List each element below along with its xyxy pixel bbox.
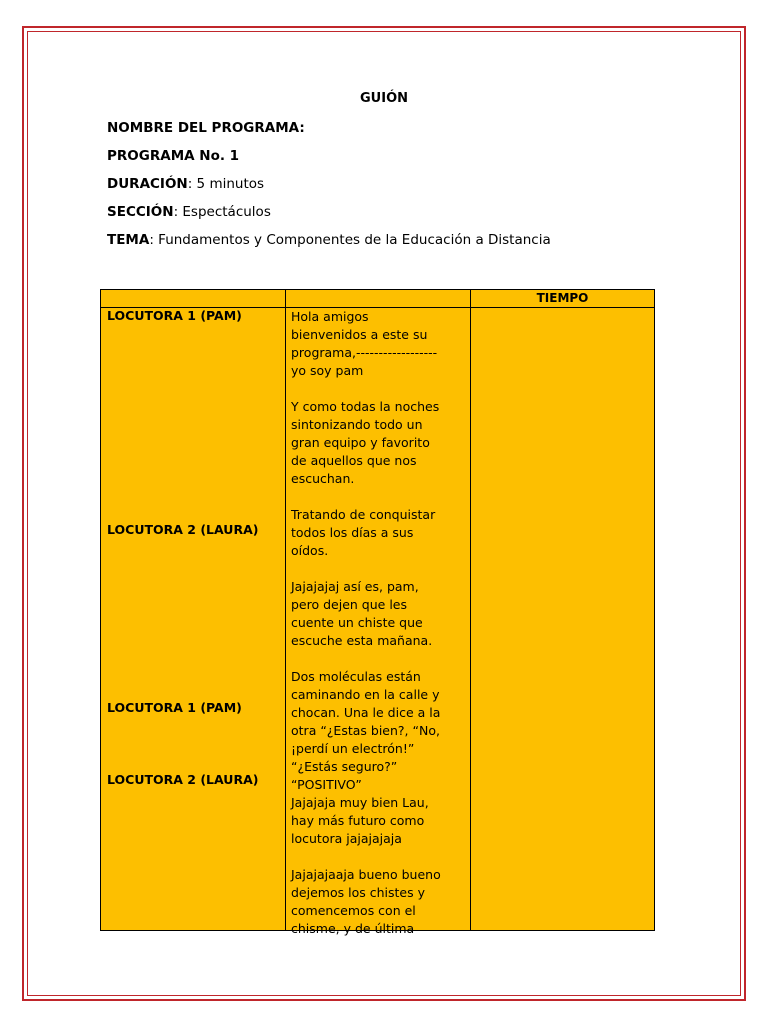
topic-field (107, 232, 551, 248)
speaker-label: LOCUTORA 2 (LAURA) (107, 772, 259, 787)
program-name-field (107, 120, 305, 136)
dialogue-line: Jajajajaaja bueno bueno dejemos los chistes y comencemos con el chisme, y de última (291, 867, 441, 936)
dialogue-line: Y como todas la noches sintonizando todo un gran equipo y favorito de aquellos que nos escuchan. (291, 399, 440, 486)
speaker-label: LOCUTORA 1 (PAM) (107, 308, 242, 323)
header-cell-time: TIEMPO (536, 291, 589, 305)
field-value: : Espectáculos (173, 204, 271, 220)
dialogue-column (291, 308, 469, 938)
column-divider (470, 290, 471, 930)
field-label: SECCIÓN (107, 204, 174, 220)
field-label: PROGRAMA No. 1 (107, 148, 240, 164)
document-title: GUIÓN (360, 91, 408, 106)
section-field (107, 204, 271, 220)
field-label: DURACIÓN (107, 176, 188, 192)
field-label: TEMA (107, 232, 150, 248)
field-value: : 5 minutos (187, 176, 265, 192)
speaker-label: LOCUTORA 1 (PAM) (107, 700, 242, 715)
program-number-field (107, 148, 239, 164)
dialogue-line: Hola amigos bienvenidos a este su programa,------------------ yo soy pam (291, 309, 438, 378)
table-header-row (101, 290, 654, 308)
script-table (100, 289, 655, 936)
duration-field (107, 176, 264, 192)
field-value: : Fundamentos y Componentes de la Educación a Distancia (149, 232, 551, 248)
dialogue-line: Dos moléculas están caminando en la calle y chocan. Una le dice a la otra “¿Estas bien?, “No, ¡perdí un electrón!” “¿Estás seguro?” “POSITIVO” Jajajaja muy bien Lau, hay más futuro como locutora jajajajaja (291, 669, 441, 846)
speaker-label: LOCUTORA 2 (LAURA) (107, 522, 259, 537)
column-divider (285, 290, 286, 930)
field-label: NOMBRE DEL PROGRAMA: (107, 120, 305, 136)
dialogue-line: Jajajajaj así es, pam, pero dejen que les cuente un chiste que escuche esta mañana. (291, 579, 433, 648)
dialogue-line: Tratando de conquistar todos los días a sus oídos. (291, 507, 436, 558)
